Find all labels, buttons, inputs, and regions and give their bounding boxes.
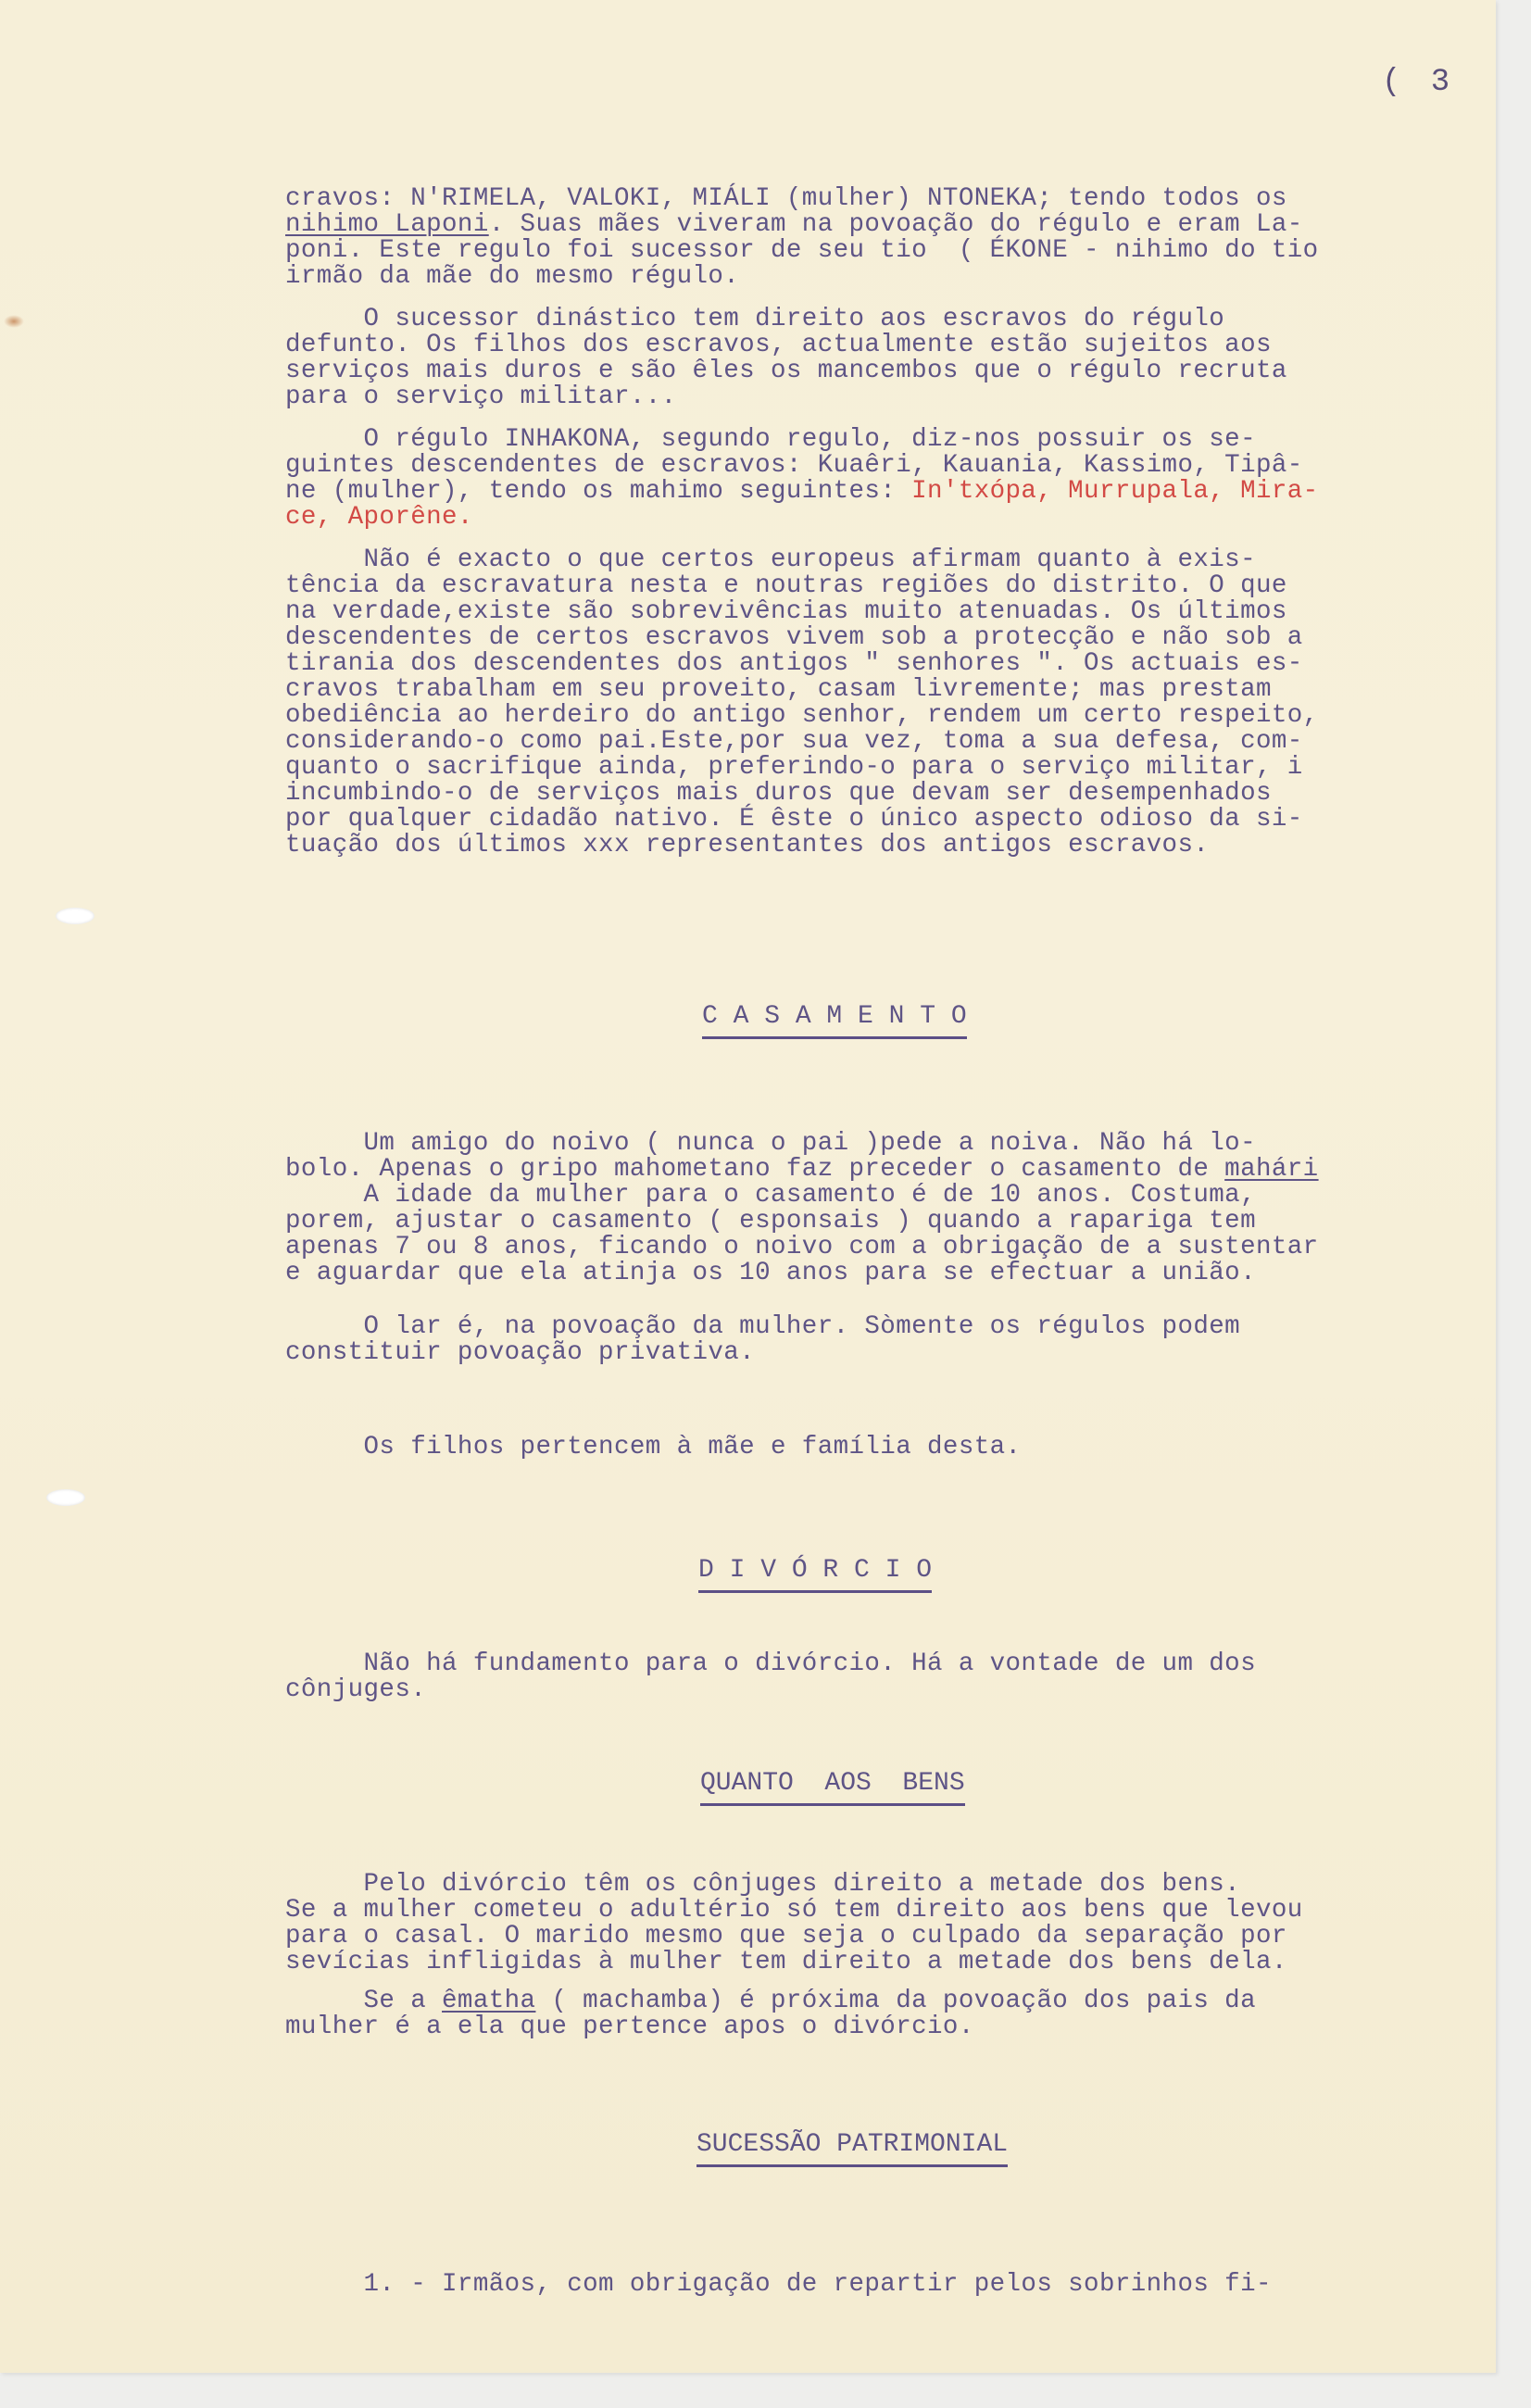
text-line: irmão da mãe do mesmo régulo. <box>285 262 740 291</box>
text-line: Se a êmatha ( machamba) é próxima da povoação dos pais da <box>285 1987 1256 2015</box>
text-line: mulher é a ela que pertence apos o divórcio. <box>285 2013 974 2041</box>
page-number: ( 3 <box>1382 65 1456 100</box>
text-line: quanto o sacrifique ainda, preferindo-o para o serviço militar, i <box>285 753 1303 782</box>
underlined-term: êmatha <box>442 1987 536 2015</box>
text-line: na verdade,existe são sobrevivências muito atenuadas. Os últimos <box>285 597 1287 626</box>
text-line: O sucessor dinástico tem direito aos escravos do régulo <box>285 305 1225 333</box>
text-line: para o serviço militar... <box>285 383 677 411</box>
text-line: tirania dos descendentes dos antigos " senhores ". Os actuais es- <box>285 649 1303 678</box>
text-line: Os filhos pertencem à mãe e família desta. <box>285 1433 1022 1461</box>
text-line: por qualquer cidadão nativo. É êste o único aspecto odioso da si- <box>285 805 1303 834</box>
text-line: e aguardar que ela atinja os 10 anos para se efectuar a união. <box>285 1259 1256 1287</box>
text-line: apenas 7 ou 8 anos, ficando o noivo com a obrigação de a sustentar <box>285 1233 1319 1261</box>
text-line: obediência ao herdeiro do antigo senhor, rendem um certo respeito, <box>285 701 1319 730</box>
text-line: defunto. Os filhos dos escravos, actualmente estão sujeitos aos <box>285 331 1272 359</box>
section-heading-bens: QUANTO AOS BENS <box>700 1769 965 1806</box>
section-heading-casamento: C A S A M E N T O <box>702 1002 967 1039</box>
text-line: Não há fundamento para o divórcio. Há a vontade de um dos <box>285 1649 1256 1678</box>
section-heading-sucessao: SUCESSÃO PATRIMONIAL <box>696 2130 1008 2167</box>
text-line: O lar é, na povoação da mulher. Sòmente os régulos podem <box>285 1312 1241 1341</box>
text-line: Se a mulher cometeu o adultério só tem direito aos bens que levou <box>285 1896 1303 1925</box>
text-line: ne (mulher), tendo os mahimo seguintes: In'txópa, Murrupala, Mira- <box>285 477 1319 506</box>
text-line: cravos: N'RIMELA, VALOKI, MIÁLI (mulher) NTONEKA; tendo todos os <box>285 184 1287 213</box>
text-line: A idade da mulher para o casamento é de 10 anos. Costuma, <box>285 1181 1256 1210</box>
text-line: guintes descendentes de escravos: Kuaêri, Kauania, Kassimo, Tipâ- <box>285 451 1303 480</box>
underlined-term: mahári <box>1224 1155 1319 1184</box>
text-line: poni. Este regulo foi sucessor de seu tio ( ÉKONE - nihimo do tio <box>285 236 1319 265</box>
text-line: O régulo INHAKONA, segundo regulo, diz-nos possuir os se- <box>285 425 1256 454</box>
text-line: incumbindo-o de serviços mais duros que devam ser desempenhados <box>285 779 1272 808</box>
underlined-term: nihimo Laponi <box>285 210 489 239</box>
text-line: cônjuges. <box>285 1675 427 1704</box>
text-line: 1. - Irmãos, com obrigação de repartir pelos sobrinhos fi- <box>285 2270 1272 2299</box>
rust-stain <box>4 315 24 328</box>
punch-hole-bottom <box>46 1489 85 1506</box>
text-line: porem, ajustar o casamento ( esponsais ) quando a rapariga tem <box>285 1207 1256 1235</box>
text-line: cravos trabalham em seu proveito, casam livremente; mas prestam <box>285 675 1272 704</box>
red-names: In'txópa, Murrupala, Mira- <box>911 477 1319 506</box>
punch-hole-top <box>56 908 94 924</box>
text-line: bolo. Apenas o gripo mahometano faz preceder o casamento de mahári <box>285 1155 1319 1184</box>
text-line: descendentes de certos escravos vivem sob a protecção e não sob a <box>285 623 1303 652</box>
text-line: Não é exacto o que certos europeus afirmam quanto à exis- <box>285 546 1256 574</box>
text-line: tuação dos últimos xxx representantes dos antigos escravos. <box>285 831 1210 859</box>
text-line: serviços mais duros e são êles os mancembos que o régulo recruta <box>285 357 1287 385</box>
text-line: Um amigo do noivo ( nunca o pai )pede a noiva. Não há lo- <box>285 1129 1256 1158</box>
text-line: Pelo divórcio têm os cônjuges direito a metade dos bens. <box>285 1870 1241 1899</box>
text-line: tência da escravatura nesta e noutras regiões do distrito. O que <box>285 571 1287 600</box>
text-line: constituir povoação privativa. <box>285 1338 756 1367</box>
text-line: nihimo Laponi. Suas mães viveram na povoação do régulo e eram La- <box>285 210 1303 239</box>
section-heading-divorcio: D I V Ó R C I O <box>698 1556 932 1593</box>
text-line: sevícias infligidas à mulher tem direito a metade dos bens dela. <box>285 1948 1287 1976</box>
text-line: considerando-o como pai.Este,por sua vez, toma a sua defesa, com- <box>285 727 1303 756</box>
text-line-red: ce, Aporêne. <box>285 503 473 532</box>
text-line: para o casal. O marido mesmo que seja o culpado da separação por <box>285 1922 1287 1950</box>
